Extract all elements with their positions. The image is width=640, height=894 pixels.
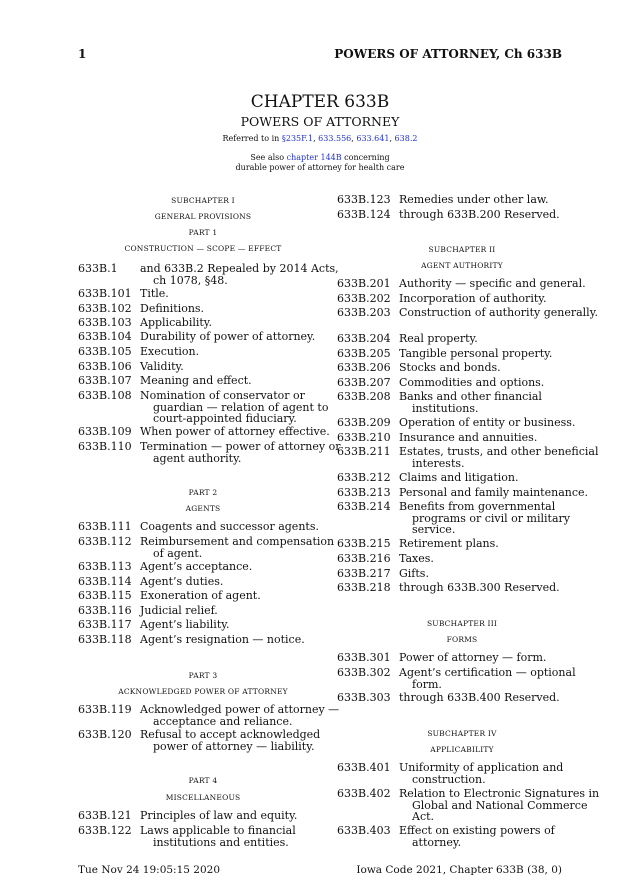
section-title: Benefits from governmental programs or civil or military service.: [399, 500, 570, 536]
ref-link-235f-1[interactable]: §235F.1: [281, 134, 314, 143]
ref-link-633-556[interactable]: 633.556: [318, 134, 352, 143]
section-heading: PART 3: [188, 671, 218, 680]
section-title: When power of attorney effective.: [140, 425, 330, 438]
section-title: Agent’s resignation — notice.: [140, 633, 305, 646]
section-title: and 633B.2 Repealed by 2014 Acts, ch 1078, §48.: [140, 262, 339, 287]
section-title: Claims and litigation.: [399, 471, 519, 484]
section-title: Exoneration of agent.: [140, 589, 261, 602]
section-number: 633B.112: [78, 535, 132, 548]
section-title: Insurance and annuities.: [399, 431, 538, 444]
section-title: Judicial relief.: [140, 604, 218, 617]
section-heading: SUBCHAPTER IV: [427, 729, 497, 738]
section-title: through 633B.400 Reserved.: [399, 691, 560, 704]
section-number: 633B.118: [78, 633, 132, 646]
print-timestamp: Tue Nov 24 19:05:15 2020: [78, 864, 221, 876]
section-heading: PART 1: [188, 228, 218, 237]
section-number: 633B.119: [78, 703, 132, 716]
section-title: Agent’s acceptance.: [140, 560, 253, 573]
section-title: Taxes.: [399, 552, 434, 565]
section-heading: CONSTRUCTION — SCOPE — EFFECT: [124, 244, 282, 253]
section-number: 633B.402: [337, 787, 391, 800]
section-title: Estates, trusts, and other beneficial interests.: [399, 445, 599, 470]
section-number: 633B.105: [78, 345, 132, 358]
ref-link-638-2[interactable]: 638.2: [394, 134, 418, 143]
section-number: 633B.211: [337, 445, 391, 458]
section-heading: SUBCHAPTER I: [171, 196, 235, 205]
section-number: 633B.114: [78, 575, 132, 588]
section-number: 633B.401: [337, 761, 391, 774]
section-title: Commodities and options.: [399, 376, 545, 389]
section-heading: PART 2: [188, 488, 218, 497]
section-number: 633B.303: [337, 691, 391, 704]
chapter-subtitle: POWERS OF ATTORNEY: [240, 114, 400, 129]
section-title: through 633B.200 Reserved.: [399, 208, 560, 221]
see-also-note: [0, 153, 640, 173]
section-title: Gifts.: [399, 567, 429, 580]
section-heading: SUBCHAPTER III: [426, 619, 498, 628]
ref-link-633-641[interactable]: 633.641: [356, 134, 390, 143]
see-also-prefix: See also: [250, 153, 287, 162]
section-title: Authority — specific and general.: [399, 277, 586, 290]
section-title: Agent’s duties.: [140, 575, 224, 588]
section-title: Nomination of conservator or guardian — relation of agent to court-appointed fiduciary.: [140, 389, 329, 425]
running-title: POWERS OF ATTORNEY, Ch 633B: [334, 47, 562, 61]
section-number: 633B.113: [78, 560, 132, 573]
section-number: 633B.215: [337, 537, 391, 550]
section-number: 633B.301: [337, 651, 391, 664]
section-heading: GENERAL PROVISIONS: [154, 212, 252, 221]
section-number: 633B.109: [78, 425, 132, 438]
section-number: 633B.121: [78, 809, 132, 822]
section-number: 633B.207: [337, 376, 391, 389]
section-heading: SUBCHAPTER II: [428, 245, 496, 254]
section-number: 633B.122: [78, 824, 132, 837]
section-title: Reimbursement and compensation of agent.: [140, 535, 335, 560]
section-number: 633B.201: [337, 277, 391, 290]
section-heading: ACKNOWLEDGED POWER OF ATTORNEY: [118, 687, 288, 696]
section-title: Validity.: [140, 360, 184, 373]
section-number: 633B.103: [78, 316, 132, 329]
section-title: Operation of entity or business.: [399, 416, 576, 429]
page-number: 1: [78, 47, 87, 61]
see-also-suffix: concerning: [341, 153, 390, 162]
section-title: Laws applicable to financial institutions and entities.: [140, 824, 296, 849]
section-title: Effect on existing powers of attorney.: [399, 824, 555, 849]
section-number: 633B.206: [337, 361, 391, 374]
section-number: 633B.216: [337, 552, 391, 565]
section-title: Applicability.: [140, 316, 213, 329]
section-title: Tangible personal property.: [399, 347, 553, 360]
see-also-link-chapter-144b[interactable]: chapter 144B: [286, 153, 342, 162]
section-heading: APPLICABILITY: [430, 745, 494, 754]
referred-to-line: Referred to in §235F.1, 633.556, 633.641, 638.2: [222, 134, 418, 143]
section-heading: MISCELLANEOUS: [165, 793, 241, 802]
section-number: 633B.302: [337, 666, 391, 679]
section-number: 633B.117: [78, 618, 132, 631]
section-title: Agent’s liability.: [140, 618, 230, 631]
section-number: 633B.116: [78, 604, 132, 617]
section-title: Termination — power of attorney or agent authority.: [140, 440, 341, 465]
section-number: 633B.204: [337, 332, 391, 345]
section-number: 633B.104: [78, 330, 132, 343]
section-number: 633B.108: [78, 389, 132, 402]
section-number: 633B.120: [78, 728, 132, 741]
section-number: 633B.115: [78, 589, 132, 602]
section-number: 633B.403: [337, 824, 391, 837]
section-title: Principles of law and equity.: [140, 809, 298, 822]
section-title: Real property.: [399, 332, 478, 345]
section-title: Execution.: [140, 345, 200, 358]
section-title: through 633B.300 Reserved.: [399, 581, 560, 594]
section-heading: PART 4: [188, 776, 218, 785]
section-number: 633B.218: [337, 581, 391, 594]
section-title: Relation to Electronic Signatures in Global and National Commerce Act.: [399, 787, 600, 823]
section-number: 633B.102: [78, 302, 132, 315]
section-heading: FORMS: [446, 635, 478, 644]
section-title: Definitions.: [140, 302, 205, 315]
section-title: Refusal to accept acknowledged power of attorney — liability.: [140, 728, 321, 753]
section-number: 633B.210: [337, 431, 391, 444]
section-number: 633B.213: [337, 486, 391, 499]
code-citation: Iowa Code 2021, Chapter 633B (38, 0): [356, 864, 562, 876]
see-also-line2: durable power of attorney for health care: [235, 163, 405, 172]
section-title: Remedies under other law.: [399, 193, 549, 206]
section-title: Banks and other financial institutions.: [399, 390, 542, 415]
section-number: 633B.123: [337, 193, 391, 206]
section-number: 633B.107: [78, 374, 132, 387]
section-title: Power of attorney — form.: [399, 651, 547, 664]
section-title: Retirement plans.: [399, 537, 499, 550]
section-number: 633B.214: [337, 500, 391, 513]
section-title: Coagents and successor agents.: [140, 520, 319, 533]
chapter-title: CHAPTER 633B: [250, 92, 390, 112]
section-number: 633B.209: [337, 416, 391, 429]
section-number: 633B.101: [78, 287, 132, 300]
section-title: Durability of power of attorney.: [140, 330, 316, 343]
section-title: Uniformity of application and construction.: [399, 761, 564, 786]
section-title: Personal and family maintenance.: [399, 486, 589, 499]
section-number: 633B.203: [337, 306, 391, 319]
section-number: 633B.110: [78, 440, 132, 453]
section-number: 633B.217: [337, 567, 391, 580]
section-title: Title.: [140, 287, 169, 300]
referred-to-prefix: Referred to in: [222, 134, 282, 143]
section-number: 633B.124: [337, 208, 391, 221]
section-number: 633B.208: [337, 390, 391, 403]
section-title: Stocks and bonds.: [399, 361, 501, 374]
section-heading: AGENT AUTHORITY: [421, 261, 503, 270]
section-number: 633B.205: [337, 347, 391, 360]
section-title: Acknowledged power of attorney — acceptance and reliance.: [140, 703, 340, 728]
section-number: 633B.111: [78, 520, 132, 533]
section-number: 633B.212: [337, 471, 391, 484]
section-heading: AGENTS: [185, 504, 221, 513]
section-title: Agent’s certification — optional form.: [399, 666, 576, 691]
section-title: Meaning and effect.: [140, 374, 252, 387]
section-title: Construction of authority generally.: [399, 306, 598, 319]
section-number: 633B.1: [78, 262, 118, 275]
section-title: Incorporation of authority.: [399, 292, 547, 305]
section-number: 633B.106: [78, 360, 132, 373]
section-number: 633B.202: [337, 292, 391, 305]
